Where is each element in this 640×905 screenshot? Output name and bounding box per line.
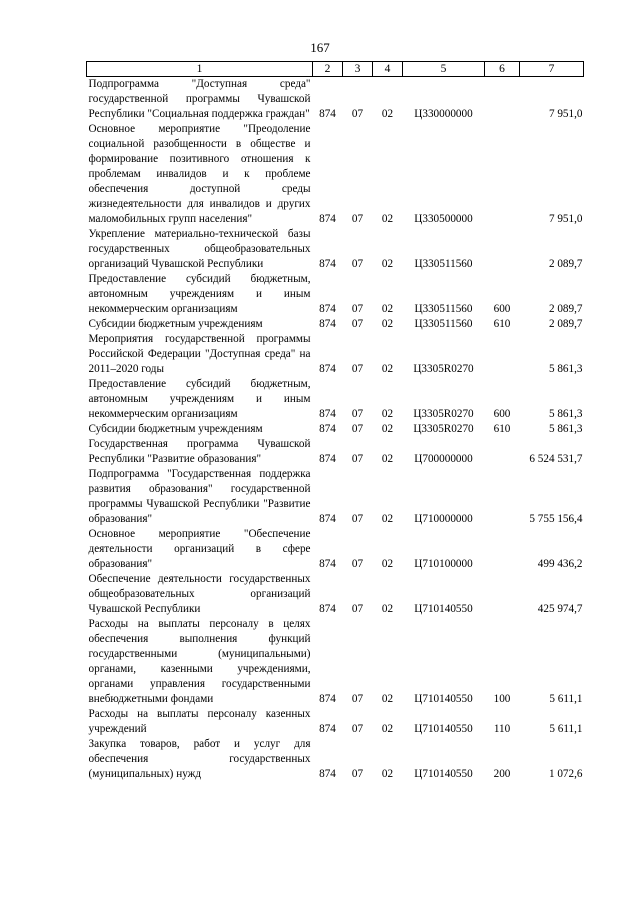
row-name: Обеспечение деятельности государственных общеобразовательных организаций Чувашской Республики (88, 573, 311, 615)
row-code-ministry: 874 (319, 213, 336, 225)
row-code-ministry: 874 (319, 513, 336, 525)
table-row (87, 707, 584, 737)
row-code-expense-type (485, 437, 520, 467)
row-code-subsection: 02 (381, 318, 394, 330)
header-col-7: 7 (520, 62, 584, 77)
row-code-section: 07 (351, 453, 364, 465)
row-code-section: 07 (351, 693, 364, 705)
table-row (87, 272, 584, 317)
row-name: Основное мероприятие "Обеспечение деятельности организаций в сфере образования" (88, 528, 311, 570)
table-row (87, 617, 584, 707)
row-code-ministry: 874 (319, 303, 336, 315)
row-code-ministry: 874 (319, 768, 336, 780)
row-code-subsection: 02 (381, 213, 394, 225)
row-code-target: Ц3305R0270 (413, 423, 474, 435)
table-row (87, 77, 584, 123)
page-number: 167 (310, 40, 330, 55)
row-code-target: Ц700000000 (414, 453, 473, 465)
table-row (87, 527, 584, 572)
table-row (87, 737, 584, 782)
row-code-ministry: 874 (319, 453, 336, 465)
row-amount: 5 861,3 (548, 408, 583, 420)
table-row (87, 422, 584, 437)
row-code-expense-type: 610 (493, 318, 511, 330)
row-code-target: Ц710140550 (414, 723, 473, 735)
table-row (87, 332, 584, 377)
row-code-expense-type (485, 527, 520, 572)
row-code-expense-type (485, 227, 520, 272)
row-code-expense-type: 110 (493, 723, 511, 735)
table-row (87, 317, 584, 332)
table-row (87, 572, 584, 617)
row-code-target: Ц710140550 (414, 768, 473, 780)
row-code-expense-type: 200 (493, 768, 511, 780)
row-amount: 2 089,7 (548, 303, 583, 315)
row-code-subsection: 02 (381, 303, 394, 315)
table-row (87, 122, 584, 227)
row-code-target: Ц330511560 (414, 303, 473, 315)
row-code-ministry: 874 (319, 603, 336, 615)
row-name: Субсидии бюджетным учреждениям (88, 423, 263, 435)
row-code-ministry: 874 (319, 108, 336, 120)
row-name: Закупка товаров, работ и услуг для обеспечения государственных (муниципальных) нужд (88, 738, 311, 780)
header-col-6: 6 (485, 62, 520, 77)
row-code-ministry: 874 (319, 363, 336, 375)
row-amount: 1 072,6 (548, 768, 583, 780)
row-code-target: Ц3305R0270 (413, 408, 474, 420)
row-name: Мероприятия государственной программы Российской Федерации "Доступная среда" на 2011–2020 годы (88, 333, 311, 375)
row-code-subsection: 02 (381, 723, 394, 735)
row-code-subsection: 02 (381, 363, 394, 375)
row-code-subsection: 02 (381, 603, 394, 615)
row-name: Государственная программа Чувашской Республики "Развитие образования" (88, 438, 311, 465)
row-amount: 5 861,3 (548, 423, 583, 435)
row-code-expense-type (485, 122, 520, 227)
row-code-ministry: 874 (319, 723, 336, 735)
row-name: Предоставление субсидий бюджетным, автономным учреждениям и иным некоммерческим организациям (88, 378, 311, 420)
header-col-1: 1 (87, 62, 313, 77)
row-code-expense-type: 610 (493, 423, 511, 435)
row-code-section: 07 (351, 213, 364, 225)
row-code-subsection: 02 (381, 693, 394, 705)
row-code-section: 07 (351, 513, 364, 525)
row-code-expense-type (485, 77, 520, 123)
row-code-section: 07 (351, 768, 364, 780)
table-header-row (87, 62, 584, 77)
row-amount: 2 089,7 (548, 258, 583, 270)
row-amount: 7 951,0 (548, 213, 583, 225)
row-code-subsection: 02 (381, 768, 394, 780)
row-code-target: Ц330000000 (414, 108, 473, 120)
table-row (87, 377, 584, 422)
row-code-target: Ц710140550 (414, 693, 473, 705)
row-code-expense-type (485, 467, 520, 527)
row-code-ministry: 874 (319, 693, 336, 705)
row-code-section: 07 (351, 408, 364, 420)
row-name: Подпрограмма "Доступная среда" государственной программы Чувашской Республики "Социальная поддержка граждан" (88, 78, 311, 120)
row-code-section: 07 (351, 303, 364, 315)
header-col-5: 5 (403, 62, 485, 77)
table-row (87, 437, 584, 467)
row-amount: 5 611,1 (549, 693, 583, 705)
row-code-section: 07 (351, 318, 364, 330)
row-code-ministry: 874 (319, 423, 336, 435)
row-code-subsection: 02 (381, 513, 394, 525)
row-code-subsection: 02 (381, 453, 394, 465)
row-code-expense-type (485, 572, 520, 617)
row-code-expense-type: 600 (493, 408, 511, 420)
row-code-expense-type (485, 332, 520, 377)
row-code-target: Ц710140550 (414, 603, 473, 615)
row-amount: 5 861,3 (548, 363, 583, 375)
table-row (87, 467, 584, 527)
row-code-section: 07 (351, 558, 364, 570)
row-code-ministry: 874 (319, 318, 336, 330)
header-col-2: 2 (313, 62, 343, 77)
row-code-expense-type: 600 (493, 303, 511, 315)
row-code-subsection: 02 (381, 423, 394, 435)
row-code-section: 07 (351, 108, 364, 120)
row-code-section: 07 (351, 423, 364, 435)
row-amount: 499 436,2 (537, 558, 583, 570)
row-name: Основное мероприятие "Преодоление социальной разобщенности в обществе и формирование позитивного отношения к проблемам инвалидов и к проблеме обеспечения доступной среды жизнедеятельности для инвалидов и других маломобильных групп населения" (88, 123, 311, 225)
row-code-section: 07 (351, 723, 364, 735)
row-code-section: 07 (351, 363, 364, 375)
row-code-ministry: 874 (319, 558, 336, 570)
row-amount: 425 974,7 (537, 603, 583, 615)
header-col-4: 4 (373, 62, 403, 77)
row-code-subsection: 02 (381, 108, 394, 120)
row-code-subsection: 02 (381, 558, 394, 570)
row-code-subsection: 02 (381, 258, 394, 270)
row-code-target: Ц710000000 (414, 513, 473, 525)
row-name: Предоставление субсидий бюджетным, автономным учреждениям и иным некоммерческим организациям (88, 273, 311, 315)
row-name: Расходы на выплаты персоналу в целях обеспечения выполнения функций государственными (муниципальными) органами, казенными учреждениями, органами управления государственными внебюджетными фондами (88, 618, 311, 705)
row-code-target: Ц710100000 (414, 558, 473, 570)
table-row (87, 227, 584, 272)
row-amount: 5 611,1 (549, 723, 583, 735)
row-amount: 6 524 531,7 (529, 453, 583, 465)
row-code-target: Ц330500000 (414, 213, 473, 225)
budget-table (86, 61, 584, 782)
row-code-section: 07 (351, 258, 364, 270)
row-amount: 5 755 156,4 (529, 513, 583, 525)
row-name: Подпрограмма "Государственная поддержка развития образования" государственной программы Чувашской Республики "Развитие образования" (88, 468, 311, 525)
row-code-ministry: 874 (319, 258, 336, 270)
row-name: Укрепление материально-технической базы государственных общеобразовательных организаций Чувашской Республики (88, 228, 311, 270)
header-col-3: 3 (343, 62, 373, 77)
row-code-expense-type: 100 (493, 693, 511, 705)
row-code-subsection: 02 (381, 408, 394, 420)
row-code-target: Ц330511560 (414, 258, 473, 270)
row-code-section: 07 (351, 603, 364, 615)
row-code-ministry: 874 (319, 408, 336, 420)
row-amount: 2 089,7 (548, 318, 583, 330)
row-code-target: Ц330511560 (414, 318, 473, 330)
row-amount: 7 951,0 (548, 108, 583, 120)
row-code-target: Ц3305R0270 (413, 363, 474, 375)
row-name: Субсидии бюджетным учреждениям (88, 318, 263, 330)
row-name: Расходы на выплаты персоналу казенных учреждений (88, 708, 311, 735)
